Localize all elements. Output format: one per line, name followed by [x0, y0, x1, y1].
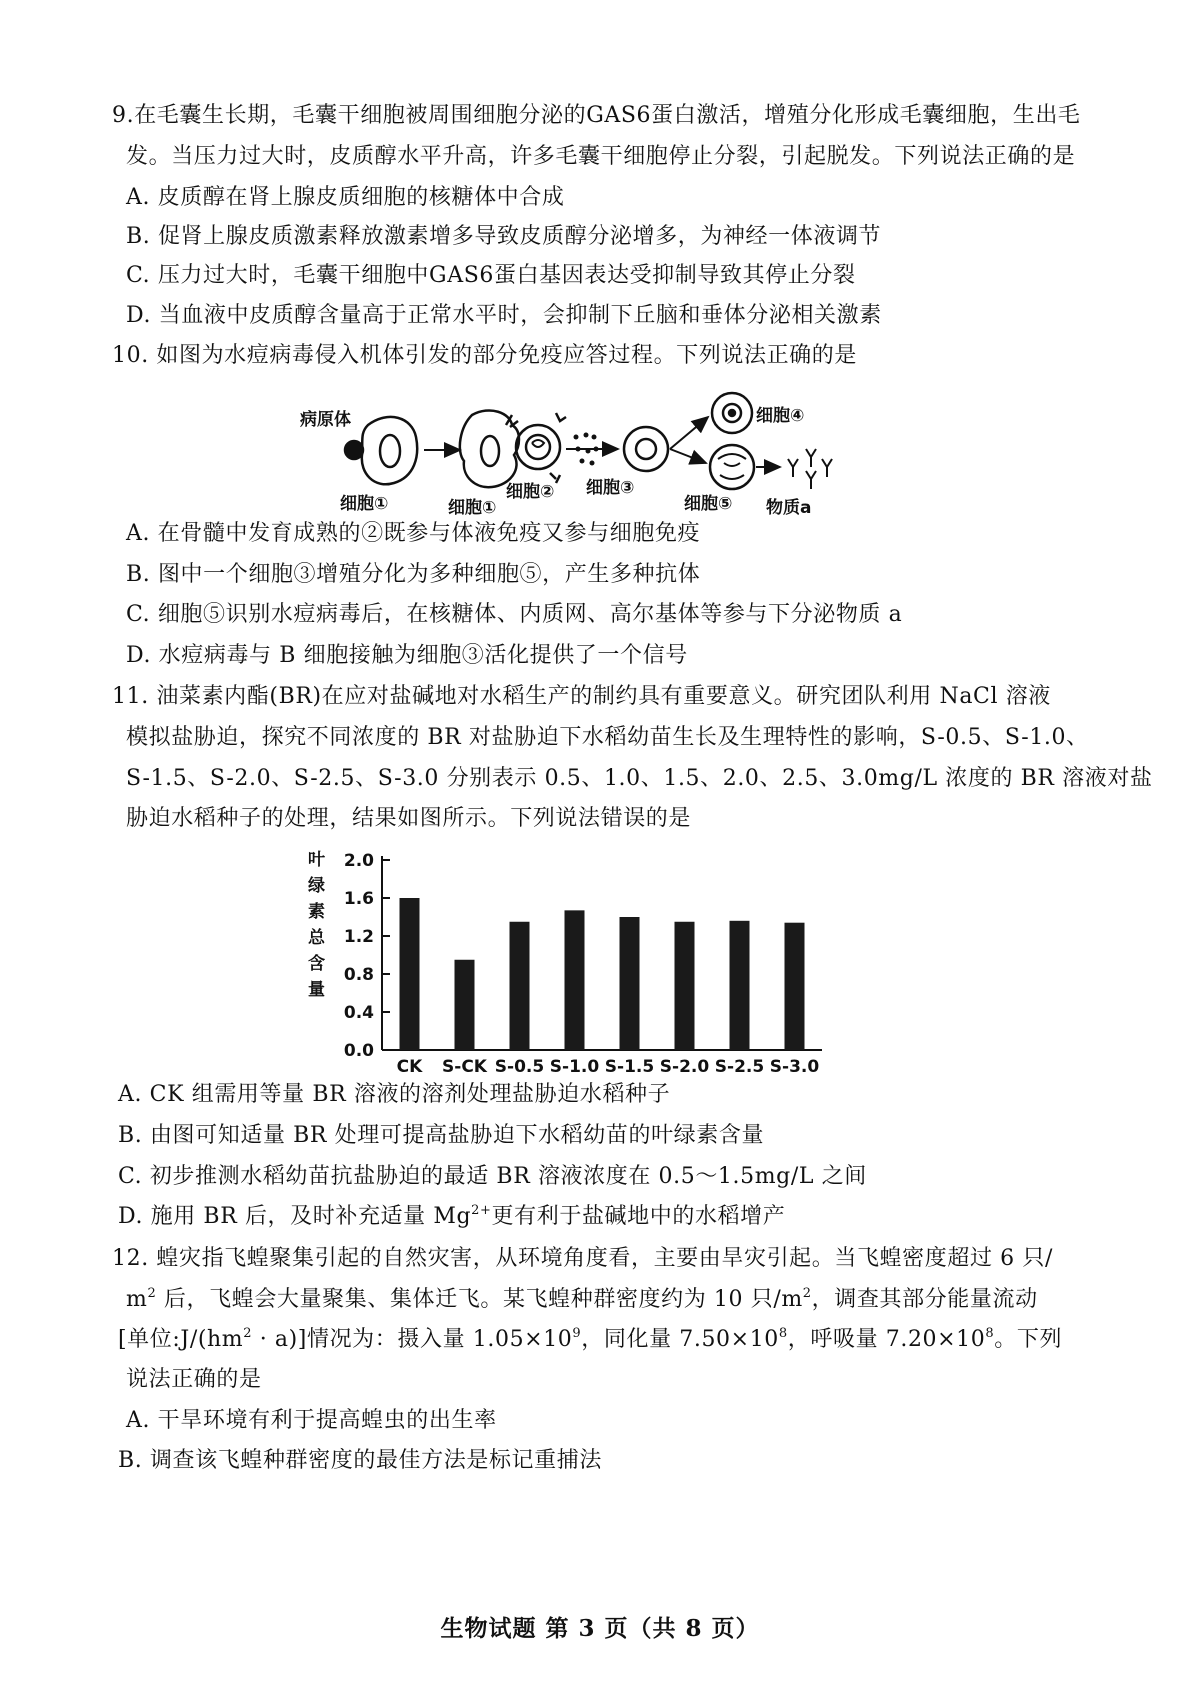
y-axis-label-char: 绿	[308, 876, 325, 896]
q9-option-a: A. 皮质醇在肾上腺皮质细胞的核糖体中合成	[126, 185, 565, 210]
x-tick-label: CK	[396, 1057, 423, 1077]
y-tick-label: 0.8	[343, 965, 374, 985]
q11-option-a: A. CK 组需用等量 BR 溶液的溶剂处理盐胁迫水稻种子	[118, 1082, 671, 1107]
q11-stem-line4: 胁迫水稻种子的处理，结果如图所示。下列说法错误的是	[126, 806, 692, 831]
bar	[565, 910, 585, 1050]
q9-stem-line2: 发。当压力过大时，皮质醇水平升高，许多毛囊干细胞停止分裂，引起脱发。下列说法正确的是	[126, 144, 1076, 169]
q12-stem-line4: 说法正确的是	[126, 1367, 262, 1392]
bar	[510, 922, 530, 1050]
q12-line3-p1: [单位:J/(hm	[118, 1327, 244, 1352]
y-tick-label: 2.0	[343, 851, 374, 871]
x-tick-label: S-2.0	[659, 1057, 710, 1077]
q12-line2-text-end: ，调查其部分能量流动	[811, 1287, 1038, 1312]
antibody-symbols	[788, 449, 832, 489]
q9-option-c: C. 压力过大时，毛囊干细胞中GAS6蛋白基因表达受抑制导致其停止分裂	[126, 263, 856, 288]
label-cell4: 细胞④	[756, 406, 805, 426]
q10-option-a: A. 在骨髓中发育成熟的②既参与体液免疫又参与细胞免疫	[126, 521, 701, 546]
x-tick-label: S-1.5	[604, 1057, 655, 1077]
bar	[400, 898, 420, 1050]
x-tick-label: S-2.5	[714, 1057, 765, 1077]
q12-sup-b: 2	[802, 1286, 812, 1301]
label-cell1b: 细胞①	[448, 498, 497, 518]
q12-stem-line2	[126, 1285, 1038, 1315]
label-substance-a: 物质a	[766, 498, 812, 518]
cell3-outline	[624, 427, 668, 471]
label-cell3: 细胞③	[586, 478, 635, 498]
bar	[785, 923, 805, 1050]
q12-option-a: A. 干旱环境有利于提高蝗虫的出生率	[126, 1408, 497, 1433]
label-cell2: 细胞②	[506, 482, 555, 502]
q9-option-b: B. 促肾上腺皮质激素释放激素增多导致皮质醇分泌增多，为神经一体液调节	[126, 224, 882, 249]
q9-stem-line1: 9.在毛囊生长期，毛囊干细胞被周围细胞分泌的GAS6蛋白激活，增殖分化形成毛囊细胞，生出毛	[112, 103, 1081, 128]
y-axis-label-char: 素	[308, 902, 325, 922]
cell1-nucleus	[380, 435, 400, 467]
x-tick-label: S-3.0	[769, 1057, 820, 1077]
y-axis-label-char: 量	[308, 980, 325, 1000]
q11-option-b: B. 由图可知适量 BR 处理可提高盐胁迫下水稻幼苗的叶绿素含量	[118, 1123, 765, 1148]
q12-unit-m: m	[126, 1287, 148, 1312]
q10-stem: 10. 如图为水痘病毒侵入机体引发的部分免疫应答过程。下列说法正确的是	[112, 343, 857, 368]
q11-option-d-text-end: 更有利于盐碱地中的水稻增产	[491, 1204, 786, 1229]
label-cell5: 细胞⑤	[684, 494, 733, 514]
q11-stem-line3: S-1.5、S-2.0、S-2.5、S-3.0 分别表示 0.5、1.0、1.5、2.0、2.5、3.0mg/L 浓度的 BR 溶液对盐	[126, 766, 1153, 791]
q9-option-d: D. 当血液中皮质醇含量高于正常水平时，会抑制下丘脑和垂体分泌相关激素	[126, 303, 882, 328]
q12-line3-sup3: 8	[778, 1326, 788, 1341]
cell1-presenting-outline	[460, 410, 519, 487]
q12-line3-p4: ，呼吸量 7.20×10	[787, 1327, 986, 1352]
q12-line3-sup1: 2	[243, 1326, 253, 1341]
x-tick-label: S-CK	[442, 1057, 487, 1077]
pathogen-particle	[345, 441, 363, 459]
q11-stem-line1: 11. 油菜素内酯(BR)在应对盐碱地对水稻生产的制约具有重要意义。研究团队利用 NaCl 溶液	[112, 684, 1051, 709]
q11-option-d-text: D. 施用 BR 后，及时补充适量 Mg	[118, 1204, 472, 1229]
bar	[455, 960, 475, 1050]
q12-line2-text: 后，飞蝗会大量聚集、集体迁飞。某飞蝗种群密度约为 10 只/m	[156, 1287, 803, 1312]
q12-option-b: B. 调查该飞蝗种群密度的最佳方法是标记重捕法	[118, 1448, 602, 1473]
x-tick-label: S-0.5	[494, 1057, 545, 1077]
chlorophyll-bar-chart	[300, 845, 860, 1085]
y-tick-label: 0.0	[343, 1041, 374, 1061]
label-cell1a: 细胞①	[340, 494, 389, 514]
y-axis-label-char: 叶	[308, 850, 325, 870]
cell3-nucleus	[636, 439, 656, 459]
q11-option-c: C. 初步推测水稻幼苗抗盐胁迫的最适 BR 溶液浓度在 0.5～1.5mg/L 之间	[118, 1164, 867, 1189]
bar	[675, 922, 695, 1050]
bar	[730, 921, 750, 1050]
q11-option-d-superscript: 2+	[471, 1203, 492, 1218]
q12-line3-sup4: 8	[985, 1326, 995, 1341]
q12-line3-p5: 。下列	[994, 1327, 1063, 1352]
q12-sup-a: 2	[147, 1286, 157, 1301]
y-axis-label-char: 含	[308, 954, 325, 974]
q12-stem-line1: 12. 蝗灾指飞蝗聚集引起的自然灾害，从环境角度看，主要由旱灾引起。当飞蝗密度超过 6 只/	[112, 1246, 1053, 1271]
label-pathogen: 病原体	[300, 410, 351, 430]
cell1-presenting-nucleus	[481, 436, 499, 466]
y-tick-label: 1.2	[343, 927, 374, 947]
page-footer: 生物试题 第 3 页（共 8 页）	[440, 1615, 760, 1642]
q10-option-b: B. 图中一个细胞③增殖分化为多种细胞⑤，产生多种抗体	[126, 562, 701, 587]
immune-response-diagram	[300, 385, 860, 525]
q12-line3-sup2: 9	[572, 1326, 582, 1341]
q12-line3-p3: ，同化量 7.50×10	[581, 1327, 779, 1352]
y-axis-label-char: 总	[308, 928, 325, 948]
q11-stem-line2: 模拟盐胁迫，探究不同浓度的 BR 对盐胁迫下水稻幼苗生长及生理特性的影响，S-0.5、S-1.0、	[126, 725, 1089, 750]
q10-option-c: C. 细胞⑤识别水痘病毒后，在核糖体、内质网、高尔基体等参与下分泌物质 a	[126, 602, 903, 627]
x-tick-label: S-1.0	[549, 1057, 600, 1077]
y-tick-label: 1.6	[343, 889, 374, 909]
q11-option-d	[118, 1202, 785, 1232]
y-tick-label: 0.4	[343, 1003, 374, 1023]
q12-line3-p2: · a)]情况为：摄入量 1.05×10	[252, 1327, 573, 1352]
q10-option-d: D. 水痘病毒与 B 细胞接触为细胞③活化提供了一个信号	[126, 643, 688, 668]
bar	[620, 917, 640, 1050]
q12-stem-line3	[118, 1325, 1062, 1355]
cell1-outline	[362, 417, 417, 484]
